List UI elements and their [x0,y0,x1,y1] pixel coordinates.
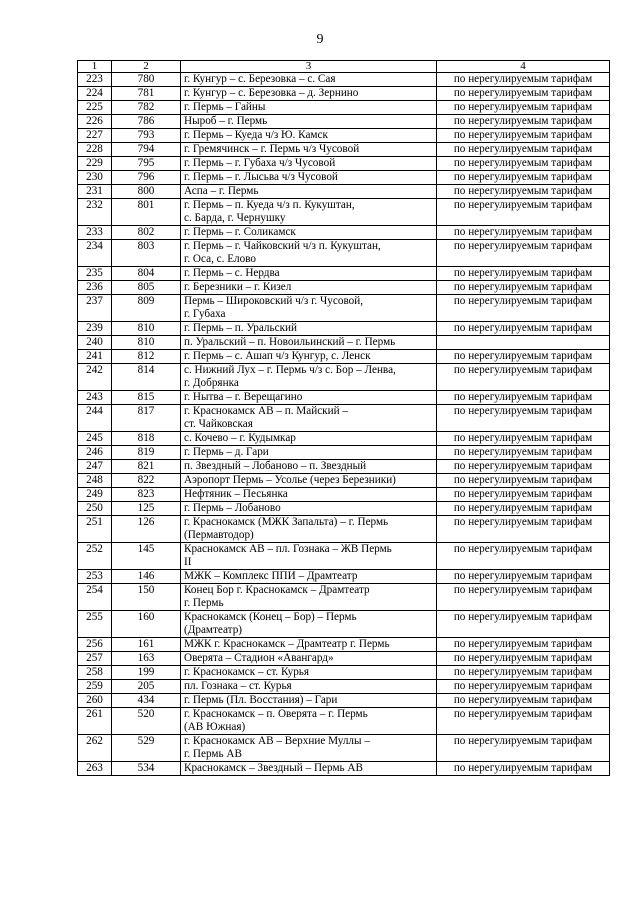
route-direction-line: г. Березники – г. Кизел [184,281,292,293]
route-number-cell: 781 [112,87,181,101]
route-number-cell: 800 [112,185,181,199]
row-number-cell: 247 [78,460,112,474]
route-direction-line: Пермь – Широковский ч/з г. Чусовой, [184,295,364,307]
table-row [78,226,610,240]
route-direction-line: Краснокамск АВ – пл. Гознака – ЖВ Пермь [184,543,392,555]
tariff-cell: по нерегулируемым тарифам [437,762,610,776]
table-row [78,516,610,543]
table-row [78,708,610,735]
row-number-cell: 259 [78,680,112,694]
table-row [78,281,610,295]
route-direction-line: пл. Гознака – ст. Курья [184,680,292,692]
route-direction-cell [181,652,437,666]
route-direction-line: Аэропорт Пермь – Усолье (через Березники) [184,474,396,486]
route-direction-cell [181,584,437,611]
table-row [78,115,610,129]
table-row [78,364,610,391]
route-direction-line: (Пермавтодор) [184,529,254,541]
tariff-cell: по нерегулируемым тарифам [437,543,610,570]
page-number: 9 [316,32,324,47]
route-number-cell: 780 [112,73,181,87]
row-number-cell: 262 [78,735,112,762]
table-row [78,432,610,446]
tariff-cell: по нерегулируемым тарифам [437,240,610,267]
route-direction-line: с. Барда, г. Чернушку [184,212,286,224]
route-direction-line: г. Пермь – п. Уральский [184,322,297,334]
route-direction-line: п. Звездный – Лобаново – п. Звездный [184,460,367,472]
route-direction-line: с. Кочево – г. Кудымкар [184,432,296,444]
row-number-cell: 228 [78,143,112,157]
table-row [78,199,610,226]
route-direction-cell [181,762,437,776]
row-number-cell: 237 [78,295,112,322]
table-row [78,295,610,322]
tariff-cell: по нерегулируемым тарифам [437,101,610,115]
table-row [78,350,610,364]
tariff-cell: по нерегулируемым тарифам [437,735,610,762]
route-direction-line: г. Пермь – г. Чайковский ч/з п. Кукуштан, [184,240,381,252]
tariff-cell: по нерегулируемым тарифам [437,516,610,543]
row-number-cell: 236 [78,281,112,295]
row-number-cell: 258 [78,666,112,680]
header-col-2: 2 [112,61,181,73]
route-direction-cell [181,516,437,543]
route-direction-line: г. Пермь – с. Ашап ч/з Кунгур, с. Ленск [184,350,371,362]
route-number-cell: 782 [112,101,181,115]
route-direction-line: г. Оса, с. Елово [184,253,257,265]
tariff-cell: по нерегулируемым тарифам [437,364,610,391]
header-col-3: 3 [181,61,437,73]
tariff-cell: по нерегулируемым тарифам [437,295,610,322]
tariff-cell: по нерегулируемым тарифам [437,708,610,735]
row-number-cell: 251 [78,516,112,543]
route-direction-line: с. Нижний Лух – г. Пермь ч/з с. Бор – Ленва, [184,364,396,376]
route-direction-line: г. Нытва – г. Верещагино [184,391,303,403]
route-number-cell: 814 [112,364,181,391]
route-number-cell: 146 [112,570,181,584]
route-direction-line: г. Краснокамск (МЖК Запальта) – г. Пермь [184,516,389,528]
table-row [78,185,610,199]
row-number-cell: 242 [78,364,112,391]
route-direction-line: г. Гремячинск – г. Пермь ч/з Чусовой [184,143,360,155]
table-row [78,638,610,652]
table-row [78,336,610,350]
route-direction-cell [181,185,437,199]
tariff-cell: по нерегулируемым тарифам [437,157,610,171]
tariff-cell: по нерегулируемым тарифам [437,638,610,652]
route-direction-cell [181,405,437,432]
tariff-cell: по нерегулируемым тарифам [437,322,610,336]
route-direction-line: г. Пермь – с. Нердва [184,267,280,279]
route-direction-line: г. Пермь – д. Гари [184,446,269,458]
route-direction-line: г. Краснокамск АВ – п. Майский – [184,405,348,417]
routes-table [77,60,610,776]
route-direction-line: г. Пермь – г. Лысьва ч/з Чусовой [184,171,338,183]
route-number-cell: 817 [112,405,181,432]
route-direction-cell [181,267,437,281]
table-row [78,157,610,171]
route-number-cell: 805 [112,281,181,295]
route-direction-line: г. Пермь АВ [184,748,242,760]
table-row [78,87,610,101]
route-direction-line: Краснокамск – Звездный – Пермь АВ [184,762,363,774]
row-number-cell: 226 [78,115,112,129]
route-number-cell: 161 [112,638,181,652]
row-number-cell: 245 [78,432,112,446]
route-number-cell: 520 [112,708,181,735]
route-direction-line: г. Краснокамск АВ – Верхние Муллы – [184,735,370,747]
tariff-cell: по нерегулируемым тарифам [437,405,610,432]
tariff-cell: по нерегулируемым тарифам [437,584,610,611]
table-row [78,570,610,584]
route-direction-line: г. Краснокамск – п. Оверята – г. Пермь [184,708,368,720]
route-direction-cell [181,322,437,336]
route-direction-line: г. Краснокамск – ст. Курья [184,666,310,678]
route-direction-cell [181,708,437,735]
route-number-cell: 534 [112,762,181,776]
table-row [78,240,610,267]
table-row [78,391,610,405]
route-direction-cell [181,336,437,350]
table-row [78,680,610,694]
route-number-cell: 126 [112,516,181,543]
route-number-cell: 145 [112,543,181,570]
route-direction-line: г. Кунгур – с. Березовка – д. Зернино [184,87,359,99]
row-number-cell: 232 [78,199,112,226]
header-col-1: 1 [78,61,112,73]
row-number-cell: 249 [78,488,112,502]
route-number-cell: 809 [112,295,181,322]
row-number-cell: 246 [78,446,112,460]
tariff-cell: по нерегулируемым тарифам [437,432,610,446]
route-number-cell: 822 [112,474,181,488]
route-direction-cell [181,432,437,446]
route-number-cell: 199 [112,666,181,680]
route-number-cell: 793 [112,129,181,143]
row-number-cell: 233 [78,226,112,240]
route-number-cell: 795 [112,157,181,171]
tariff-cell: по нерегулируемым тарифам [437,267,610,281]
route-number-cell: 815 [112,391,181,405]
tariff-cell: по нерегулируемым тарифам [437,391,610,405]
route-direction-cell [181,226,437,240]
tariff-cell: по нерегулируемым тарифам [437,652,610,666]
route-direction-cell [181,295,437,322]
table-row [78,611,610,638]
table-row [78,73,610,87]
route-direction-cell [181,350,437,364]
route-direction-cell [181,694,437,708]
route-direction-line: г. Пермь – Лобаново [184,502,281,514]
route-direction-cell [181,157,437,171]
row-number-cell: 235 [78,267,112,281]
route-direction-cell [181,570,437,584]
route-direction-line: г. Губаха [184,308,226,320]
table-row [78,474,610,488]
route-number-cell: 823 [112,488,181,502]
row-number-cell: 244 [78,405,112,432]
route-number-cell: 810 [112,336,181,350]
table-header-row [78,61,610,73]
tariff-cell: по нерегулируемым тарифам [437,474,610,488]
row-number-cell: 255 [78,611,112,638]
route-number-cell: 160 [112,611,181,638]
row-number-cell: 257 [78,652,112,666]
table-row [78,584,610,611]
route-direction-cell [181,611,437,638]
row-number-cell: 252 [78,543,112,570]
route-number-cell: 812 [112,350,181,364]
table-row [78,666,610,680]
tariff-cell: по нерегулируемым тарифам [437,129,610,143]
route-number-cell: 150 [112,584,181,611]
route-direction-line: МЖК – Комплекс ППИ – Драмтеатр [184,570,358,582]
route-number-cell: 802 [112,226,181,240]
row-number-cell: 230 [78,171,112,185]
route-direction-cell [181,143,437,157]
route-direction-line: Аспа – г. Пермь [184,185,259,197]
route-direction-cell [181,460,437,474]
route-number-cell: 796 [112,171,181,185]
tariff-cell: по нерегулируемым тарифам [437,666,610,680]
route-number-cell: 821 [112,460,181,474]
row-number-cell: 224 [78,87,112,101]
table-row [78,101,610,115]
tariff-cell: по нерегулируемым тарифам [437,185,610,199]
table-row [78,405,610,432]
route-direction-line: г. Пермь (Пл. Восстания) – Гари [184,694,338,706]
row-number-cell: 231 [78,185,112,199]
route-number-cell: 786 [112,115,181,129]
table-row [78,460,610,474]
route-direction-line: г. Пермь [184,597,224,609]
route-direction-line: (Драмтеатр) [184,624,243,636]
route-number-cell: 801 [112,199,181,226]
row-number-cell: 261 [78,708,112,735]
row-number-cell: 229 [78,157,112,171]
tariff-cell: по нерегулируемым тарифам [437,570,610,584]
row-number-cell: 225 [78,101,112,115]
route-direction-cell [181,199,437,226]
row-number-cell: 241 [78,350,112,364]
route-direction-cell [181,543,437,570]
route-number-cell: 803 [112,240,181,267]
row-number-cell: 254 [78,584,112,611]
route-direction-cell [181,364,437,391]
route-direction-line: Краснокамск (Конец – Бор) – Пермь [184,611,357,623]
tariff-cell: по нерегулируемым тарифам [437,87,610,101]
route-direction-line: МЖК г. Краснокамск – Драмтеатр г. Пермь [184,638,390,650]
route-direction-line: г. Пермь – г. Соликамск [184,226,296,238]
table-row [78,171,610,185]
table-row [78,143,610,157]
route-direction-line: II [184,556,192,568]
table-row [78,652,610,666]
row-number-cell: 250 [78,502,112,516]
table-row [78,735,610,762]
table-row [78,488,610,502]
tariff-cell: по нерегулируемым тарифам [437,199,610,226]
route-direction-line: г. Добрянка [184,377,239,389]
tariff-cell: по нерегулируемым тарифам [437,115,610,129]
route-number-cell: 804 [112,267,181,281]
tariff-cell: по нерегулируемым тарифам [437,611,610,638]
route-number-cell: 810 [112,322,181,336]
route-number-cell: 125 [112,502,181,516]
route-number-cell: 529 [112,735,181,762]
route-number-cell: 205 [112,680,181,694]
tariff-cell [437,336,610,350]
tariff-cell: по нерегулируемым тарифам [437,680,610,694]
row-number-cell: 248 [78,474,112,488]
row-number-cell: 256 [78,638,112,652]
route-number-cell: 794 [112,143,181,157]
tariff-cell: по нерегулируемым тарифам [437,446,610,460]
route-direction-cell [181,129,437,143]
table-row [78,762,610,776]
tariff-cell: по нерегулируемым тарифам [437,502,610,516]
route-direction-cell [181,638,437,652]
tariff-cell: по нерегулируемым тарифам [437,281,610,295]
route-direction-cell [181,446,437,460]
route-direction-cell [181,101,437,115]
tariff-cell: по нерегулируемым тарифам [437,171,610,185]
route-direction-line: г. Кунгур – с. Березовка – с. Сая [184,73,336,85]
route-number-cell: 434 [112,694,181,708]
route-direction-line: Оверята – Стадион «Авангард» [184,652,334,664]
route-direction-line: Ныроб – г. Пермь [184,115,268,127]
row-number-cell: 239 [78,322,112,336]
route-direction-cell [181,680,437,694]
tariff-cell: по нерегулируемым тарифам [437,226,610,240]
table-row [78,446,610,460]
tariff-cell: по нерегулируемым тарифам [437,694,610,708]
route-direction-cell [181,240,437,267]
route-direction-line: г. Пермь – п. Куеда ч/з п. Кукуштан, [184,199,355,211]
route-direction-line: (АВ Южная) [184,721,246,733]
route-direction-cell [181,488,437,502]
table-row [78,543,610,570]
route-direction-cell [181,735,437,762]
route-direction-cell [181,281,437,295]
row-number-cell: 243 [78,391,112,405]
route-direction-cell [181,666,437,680]
row-number-cell: 260 [78,694,112,708]
tariff-cell: по нерегулируемым тарифам [437,143,610,157]
route-direction-line: ст. Чайковская [184,418,253,430]
route-direction-cell [181,502,437,516]
route-number-cell: 818 [112,432,181,446]
row-number-cell: 240 [78,336,112,350]
table-row [78,129,610,143]
route-direction-cell [181,115,437,129]
row-number-cell: 263 [78,762,112,776]
route-direction-line: г. Пермь – г. Губаха ч/з Чусовой [184,157,336,169]
tariff-cell: по нерегулируемым тарифам [437,73,610,87]
route-direction-line: г. Пермь – Гайны [184,101,266,113]
tariff-cell: по нерегулируемым тарифам [437,460,610,474]
route-direction-cell [181,73,437,87]
route-number-cell: 819 [112,446,181,460]
route-direction-cell [181,391,437,405]
table-row [78,322,610,336]
header-col-4: 4 [437,61,610,73]
table-body [78,73,610,776]
table-row [78,694,610,708]
table-row [78,267,610,281]
route-direction-line: Конец Бор г. Краснокамск – Драмтеатр [184,584,370,596]
row-number-cell: 227 [78,129,112,143]
row-number-cell: 234 [78,240,112,267]
table-row [78,502,610,516]
route-direction-cell [181,474,437,488]
route-number-cell: 163 [112,652,181,666]
route-direction-line: Нефтяник – Песьянка [184,488,288,500]
tariff-cell: по нерегулируемым тарифам [437,350,610,364]
route-direction-line: п. Уральский – п. Новоильинский – г. Пермь [184,336,396,348]
route-direction-line: г. Пермь – Куеда ч/з Ю. Камск [184,129,328,141]
tariff-cell: по нерегулируемым тарифам [437,488,610,502]
row-number-cell: 253 [78,570,112,584]
route-direction-cell [181,87,437,101]
route-direction-cell [181,171,437,185]
row-number-cell: 223 [78,73,112,87]
